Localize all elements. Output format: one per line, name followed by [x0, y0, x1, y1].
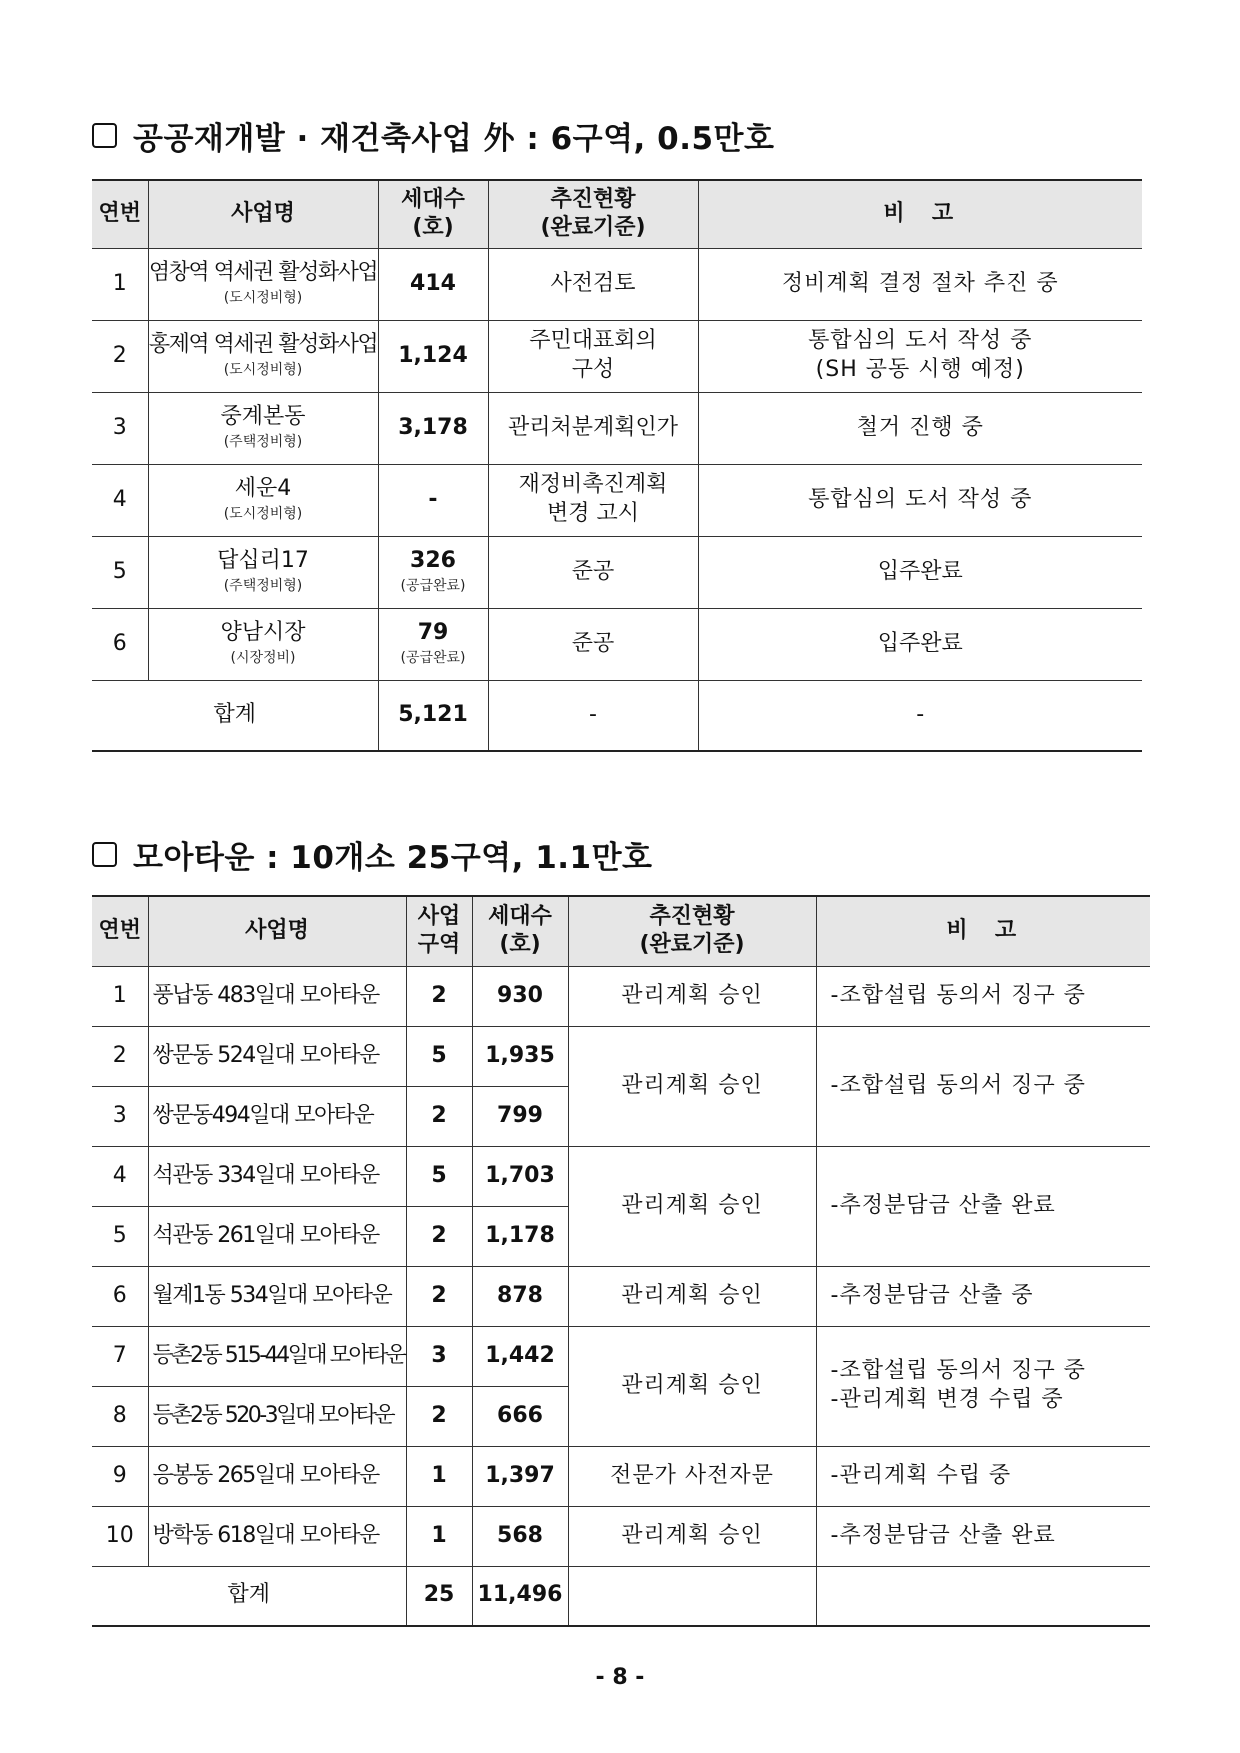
row-zones: 2 — [406, 1266, 472, 1326]
row-status: 관리처분계획인가 — [488, 392, 698, 464]
section2-table — [92, 895, 1150, 1627]
row-zones: 3 — [406, 1326, 472, 1386]
table-total-row — [92, 1566, 1150, 1626]
row-units: 1,124 — [378, 320, 488, 392]
section2-title — [92, 832, 653, 877]
row-name — [148, 536, 378, 608]
row-status: 관리계획 승인 — [568, 1506, 816, 1566]
header-units: 세대수 (호) — [378, 180, 488, 248]
table-row — [92, 1506, 1150, 1566]
row-name: 풍납동 483일대 모아타운 — [148, 966, 406, 1026]
units-note: (공급완료) — [400, 649, 466, 666]
row-note: 통합심의 도서 작성 중 — [698, 464, 1142, 536]
row-status: 준공 — [488, 608, 698, 680]
project-name: 홍제역 역세권 활성화사업 — [148, 332, 378, 358]
total-label: 합계 — [92, 680, 378, 751]
project-type: (도시정비형) — [223, 361, 303, 378]
row-note: -조합설립 동의서 징구 중 — [816, 1026, 1150, 1146]
project-name: 세운4 — [234, 476, 292, 502]
project-type: (도시정비형) — [223, 505, 303, 522]
row-status: 준공 — [488, 536, 698, 608]
row-zones: 2 — [406, 1086, 472, 1146]
row-name: 월계1동 534일대 모아타운 — [148, 1266, 406, 1326]
row-zones: 1 — [406, 1446, 472, 1506]
total-note — [816, 1566, 1150, 1626]
row-units: 1,935 — [472, 1026, 568, 1086]
total-zones: 25 — [406, 1566, 472, 1626]
project-type: (주택정비형) — [223, 577, 303, 594]
section1-title — [92, 113, 774, 158]
table-row — [92, 966, 1150, 1026]
table-row — [92, 248, 1142, 320]
row-no: 6 — [92, 608, 148, 680]
table-row — [92, 1266, 1150, 1326]
table-row — [92, 1326, 1150, 1386]
total-label: 합계 — [92, 1566, 406, 1626]
row-status: 관리계획 승인 — [568, 1026, 816, 1146]
row-note: -조합설립 동의서 징구 중 -관리계획 변경 수립 중 — [816, 1326, 1150, 1446]
row-units: 878 — [472, 1266, 568, 1326]
row-units: 666 — [472, 1386, 568, 1446]
row-no: 3 — [92, 392, 148, 464]
row-name: 쌍문동 524일대 모아타운 — [148, 1026, 406, 1086]
header-status: 추진현황 (완료기준) — [488, 180, 698, 248]
header-status: 추진현황 (완료기준) — [568, 896, 816, 966]
units-value: 326 — [410, 548, 456, 574]
row-status: 주민대표회의 구성 — [488, 320, 698, 392]
row-name — [148, 320, 378, 392]
row-name: 방학동 618일대 모아타운 — [148, 1506, 406, 1566]
row-name: 등촌2동 515-44일대 모아타운 — [148, 1326, 406, 1386]
header-units: 세대수 (호) — [472, 896, 568, 966]
total-status — [568, 1566, 816, 1626]
row-note: 입주완료 — [698, 536, 1142, 608]
row-name — [148, 464, 378, 536]
row-units: 568 — [472, 1506, 568, 1566]
row-no: 2 — [92, 320, 148, 392]
table-header-row — [92, 896, 1150, 966]
row-no: 2 — [92, 1026, 148, 1086]
project-name: 답십리17 — [217, 548, 309, 574]
table-row — [92, 608, 1142, 680]
row-zones: 2 — [406, 1386, 472, 1446]
row-units: 799 — [472, 1086, 568, 1146]
row-zones: 2 — [406, 1206, 472, 1266]
row-note: -추정분담금 산출 중 — [816, 1266, 1150, 1326]
row-note: -관리계획 수립 중 — [816, 1446, 1150, 1506]
project-type: (주택정비형) — [223, 433, 303, 450]
row-no: 7 — [92, 1326, 148, 1386]
section1-table — [92, 179, 1142, 752]
table-row — [92, 1146, 1150, 1206]
row-name — [148, 392, 378, 464]
row-status: 관리계획 승인 — [568, 1266, 816, 1326]
row-status: 관리계획 승인 — [568, 966, 816, 1026]
row-note: -추정분담금 산출 완료 — [816, 1146, 1150, 1266]
row-no: 1 — [92, 248, 148, 320]
row-status: 관리계획 승인 — [568, 1326, 816, 1446]
units-note: (공급완료) — [400, 577, 466, 594]
row-units: 1,442 — [472, 1326, 568, 1386]
table-row — [92, 392, 1142, 464]
checkbox-icon — [92, 123, 117, 148]
table-header-row — [92, 180, 1142, 248]
row-units: - — [378, 464, 488, 536]
row-units: 414 — [378, 248, 488, 320]
row-no: 5 — [92, 1206, 148, 1266]
row-units: 3,178 — [378, 392, 488, 464]
header-no: 연번 — [92, 180, 148, 248]
row-no: 5 — [92, 536, 148, 608]
row-units: 1,703 — [472, 1146, 568, 1206]
row-units: 1,178 — [472, 1206, 568, 1266]
table-total-row — [92, 680, 1142, 751]
row-status: 재정비촉진계획 변경 고시 — [488, 464, 698, 536]
table-row — [92, 1026, 1150, 1086]
row-note: 통합심의 도서 작성 중 (SH 공동 시행 예정) — [698, 320, 1142, 392]
checkbox-icon — [92, 842, 117, 867]
row-status: 사전검토 — [488, 248, 698, 320]
table-row — [92, 320, 1142, 392]
row-no: 4 — [92, 1146, 148, 1206]
row-zones: 5 — [406, 1146, 472, 1206]
row-name: 응봉동 265일대 모아타운 — [148, 1446, 406, 1506]
row-name: 쌍문동494일대 모아타운 — [148, 1086, 406, 1146]
row-status: 전문가 사전자문 — [568, 1446, 816, 1506]
row-name: 석관동 334일대 모아타운 — [148, 1146, 406, 1206]
row-name — [148, 248, 378, 320]
table-row — [92, 464, 1142, 536]
row-name: 석관동 261일대 모아타운 — [148, 1206, 406, 1266]
header-zones: 사업 구역 — [406, 896, 472, 966]
row-name — [148, 608, 378, 680]
row-note: 입주완료 — [698, 608, 1142, 680]
project-name: 중계본동 — [220, 404, 306, 430]
header-name: 사업명 — [148, 180, 378, 248]
total-note: - — [698, 680, 1142, 751]
section2-title-text: 모아타운 : 10개소 25구역, 1.1만호 — [133, 840, 653, 876]
row-no: 1 — [92, 966, 148, 1026]
row-no: 6 — [92, 1266, 148, 1326]
row-no: 8 — [92, 1386, 148, 1446]
row-units: 930 — [472, 966, 568, 1026]
row-no: 10 — [92, 1506, 148, 1566]
header-note: 비 고 — [816, 896, 1150, 966]
table-row — [92, 1446, 1150, 1506]
page-number: - 8 - — [595, 1665, 645, 1690]
units-value: 79 — [417, 620, 449, 646]
row-no: 3 — [92, 1086, 148, 1146]
row-status: 관리계획 승인 — [568, 1146, 816, 1266]
row-no: 9 — [92, 1446, 148, 1506]
header-name: 사업명 — [148, 896, 406, 966]
row-zones: 1 — [406, 1506, 472, 1566]
row-note: 정비계획 결정 절차 추진 중 — [698, 248, 1142, 320]
project-type: (도시정비형) — [223, 289, 303, 306]
row-no: 4 — [92, 464, 148, 536]
row-note: -추정분담금 산출 완료 — [816, 1506, 1150, 1566]
table-row — [92, 536, 1142, 608]
row-zones: 5 — [406, 1026, 472, 1086]
header-no: 연번 — [92, 896, 148, 966]
row-units: 1,397 — [472, 1446, 568, 1506]
row-name: 등촌2동 520-3일대 모아타운 — [148, 1386, 406, 1446]
header-note: 비 고 — [698, 180, 1142, 248]
section1-title-text: 공공재개발 · 재건축사업 外 : 6구역, 0.5만호 — [133, 121, 775, 157]
project-name: 염창역 역세권 활성화사업 — [148, 260, 378, 286]
row-note: 철거 진행 중 — [698, 392, 1142, 464]
total-status: - — [488, 680, 698, 751]
row-units — [378, 608, 488, 680]
project-name: 양남시장 — [220, 620, 306, 646]
row-zones: 2 — [406, 966, 472, 1026]
row-units — [378, 536, 488, 608]
project-type: (시장정비) — [230, 649, 296, 666]
row-note: -조합설립 동의서 징구 중 — [816, 966, 1150, 1026]
total-units: 5,121 — [378, 680, 488, 751]
total-units: 11,496 — [472, 1566, 568, 1626]
